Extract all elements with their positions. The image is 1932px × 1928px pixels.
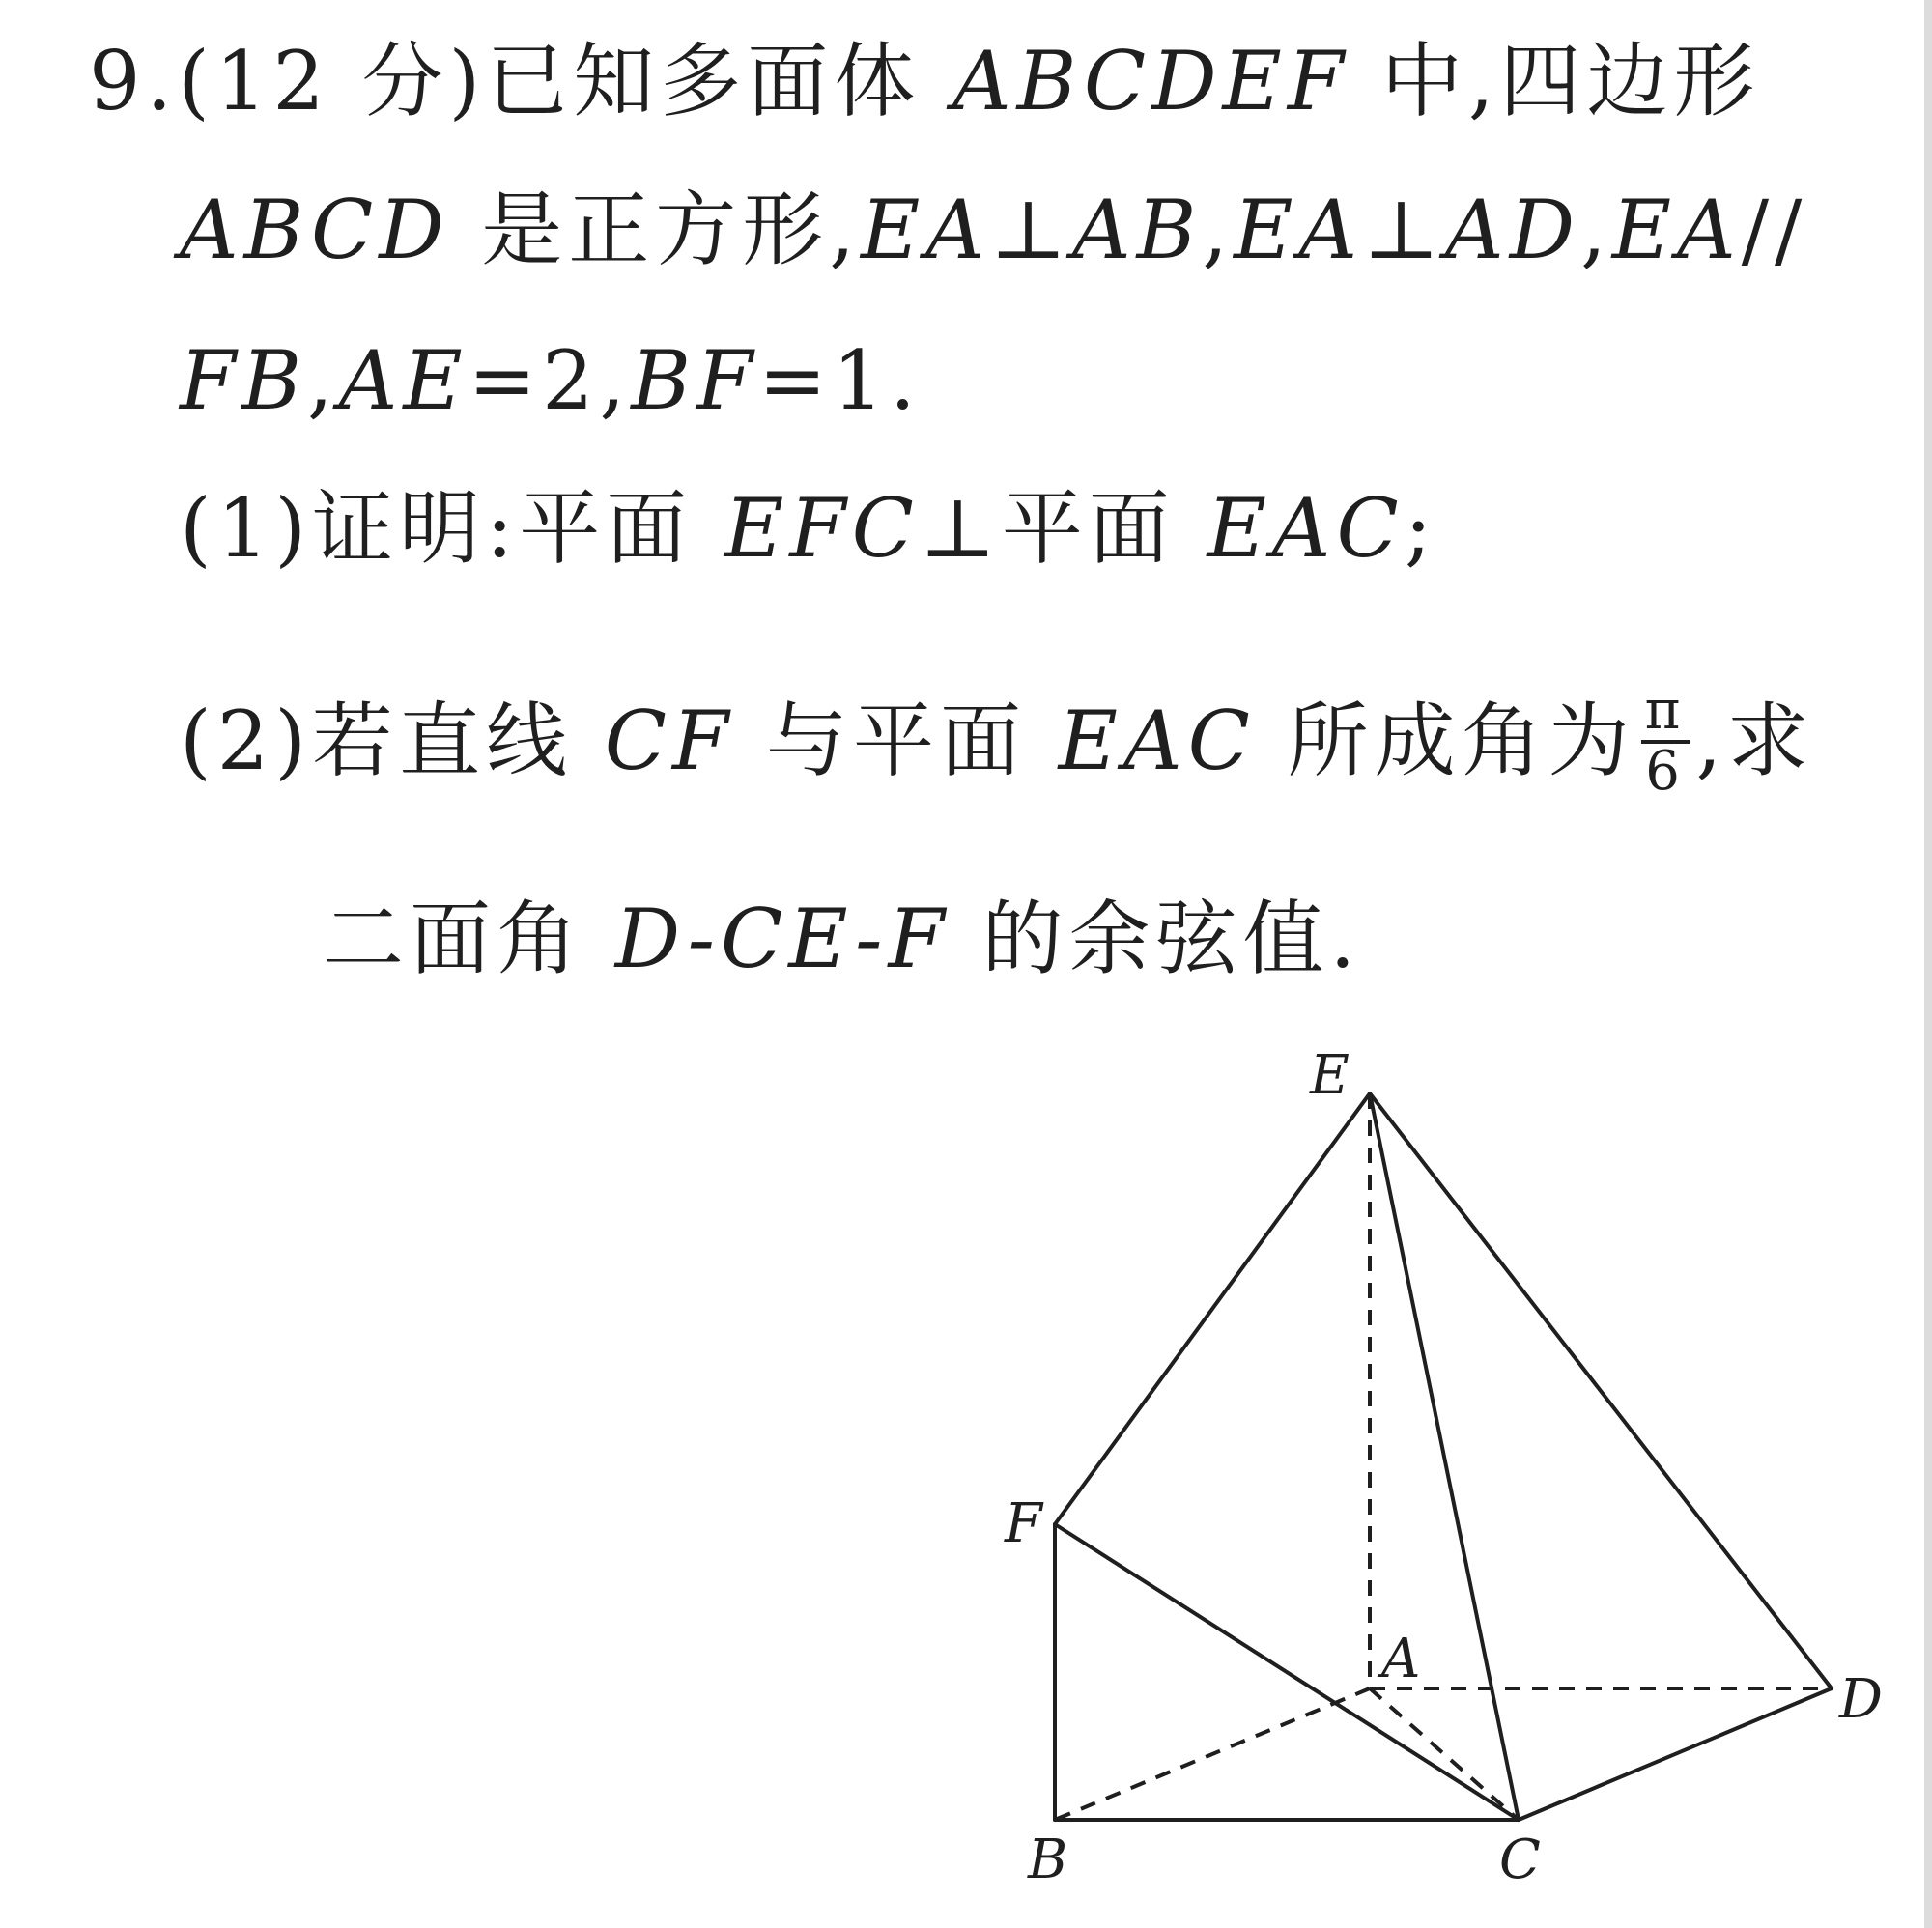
fraction-denominator: 6 <box>1645 739 1686 803</box>
text-segment: 与平面 <box>734 693 1059 788</box>
vertex-label-E: E <box>1310 1044 1350 1107</box>
dihedral-angle-name: D-CE-F <box>614 892 951 986</box>
text-segment: (1)证明:平面 <box>180 481 724 576</box>
plane-name: EFC <box>724 481 920 576</box>
text-segment: ,求 <box>1695 693 1815 788</box>
edge-FC <box>1055 1524 1519 1820</box>
text-segment: 平面 <box>1001 481 1208 576</box>
text-segment: 是正方形, <box>449 183 861 277</box>
square-name: ABCD <box>180 183 450 277</box>
math-term: EA <box>860 183 990 277</box>
vertex-label-A: A <box>1381 1628 1421 1690</box>
perpendicular-symbol: ⊥ <box>1363 183 1446 277</box>
text-segment: (2)若直线 <box>180 693 605 788</box>
edge-ED <box>1370 1093 1832 1688</box>
text-segment: ; <box>1404 481 1438 576</box>
line-name: CF <box>604 693 735 788</box>
vertex-label-F: F <box>1005 1492 1042 1555</box>
vertex-label-B: B <box>1028 1829 1068 1891</box>
vertex-label-C: C <box>1499 1829 1541 1891</box>
math-term: BF <box>631 333 759 428</box>
text-segment: =2, <box>468 333 632 428</box>
math-term: FB <box>180 333 308 428</box>
text-segment: 中,四边形 <box>1350 34 1761 128</box>
math-term: EA <box>1234 183 1364 277</box>
plane-name: EAC <box>1207 481 1405 576</box>
polyhedron-name: ABCDEF <box>952 34 1350 128</box>
problem-number-and-score: 9.(12 分)已知多面体 <box>89 34 952 128</box>
edge-EC <box>1370 1093 1519 1820</box>
fraction-numerator: π <box>1641 683 1690 744</box>
math-term: AD <box>1445 183 1581 277</box>
parallel-symbol: // <box>1741 183 1808 277</box>
vertex-label-D: D <box>1839 1668 1883 1731</box>
math-term: AE <box>338 333 469 428</box>
edge-EF <box>1055 1093 1370 1524</box>
text-segment: 所成角为 <box>1255 693 1635 788</box>
text-segment: , <box>1202 183 1235 277</box>
plane-name: EAC <box>1058 693 1256 788</box>
text-segment: =1. <box>758 333 922 428</box>
text-segment: , <box>1580 183 1612 277</box>
math-term: EA <box>1611 183 1742 277</box>
perpendicular-symbol: ⊥ <box>919 481 1002 576</box>
hidden-edge-AB <box>1055 1688 1370 1820</box>
perpendicular-symbol: ⊥ <box>989 183 1072 277</box>
text-segment: , <box>307 333 339 428</box>
edge-CD <box>1519 1688 1832 1820</box>
math-term: AB <box>1071 183 1203 277</box>
text-segment: 的余弦值. <box>950 892 1362 986</box>
text-segment: 二面角 <box>323 892 615 986</box>
